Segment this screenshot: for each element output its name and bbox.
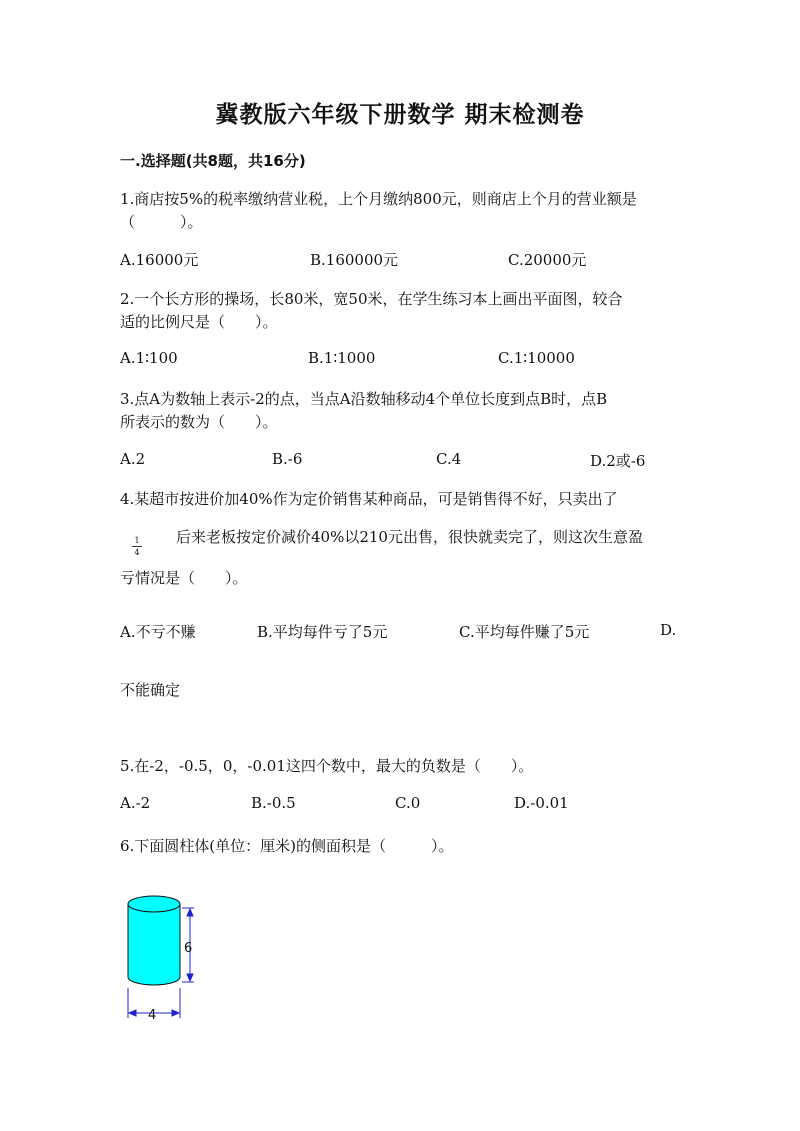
section-heading: 一.选择题(共8题，共16分) [120, 152, 306, 170]
fraction-denominator: 4 [134, 548, 140, 557]
question-3-option-c: C.4 [436, 450, 462, 468]
question-4-option-c: C.平均每件赚了5元 [459, 623, 590, 641]
question-3-line-2: 所表示的数为（ ）。 [120, 413, 278, 431]
question-4-option-b: B.平均每件亏了5元 [257, 623, 388, 641]
question-2-option-b: B.1∶1000 [308, 349, 376, 367]
page-title: 冀教版六年级下册数学 期末检测卷 [215, 102, 585, 128]
question-1-option-a: A.16000元 [120, 251, 199, 269]
question-4-line-2: 后来老板按定价减价40%以210元出售，很快就卖完了，则这次生意盈 [176, 528, 643, 546]
question-5-option-c: C.0 [395, 794, 421, 812]
fraction-numerator: 1 [134, 536, 140, 545]
height-label: 6 [184, 941, 193, 956]
question-1-line-2: （ ）。 [120, 213, 203, 231]
diameter-label: 4 [148, 1008, 157, 1023]
question-2-option-c: C.1∶10000 [498, 349, 575, 367]
question-4-line-1: 4.某超市按进价加40%作为定价销售某种商品，可是销售得不好，只卖出了 [120, 490, 618, 508]
question-3-option-d: D.2或-6 [590, 452, 646, 470]
cylinder-figure [118, 880, 218, 1030]
cylinder-top [128, 896, 180, 912]
question-3-option-b: B.-6 [272, 450, 303, 468]
question-1-option-b: B.160000元 [310, 251, 399, 269]
question-1-option-c: C.20000元 [508, 251, 587, 269]
question-4-option-d: D. [660, 621, 677, 639]
fraction-bar [132, 546, 142, 547]
question-1-line-1: 1.商店按5%的税率缴纳营业税，上个月缴纳800元，则商店上个月的营业额是 [120, 190, 637, 208]
question-4-option-a: A.不亏不赚 [120, 623, 196, 641]
question-2-line-1: 2.一个长方形的操场，长80米，宽50米，在学生练习本上画出平面图，较合 [120, 290, 623, 308]
question-5-option-d: D.-0.01 [514, 794, 569, 812]
question-6-line-1: 6.下面圆柱体(单位：厘米)的侧面积是（ ）。 [120, 837, 454, 855]
question-4-line-3: 亏情况是（ ）。 [120, 569, 248, 587]
question-5-option-a: A.-2 [120, 794, 151, 812]
question-2-option-a: A.1∶100 [120, 349, 178, 367]
question-3-option-a: A.2 [120, 450, 146, 468]
question-3-line-1: 3.点A为数轴上表示-2的点，当点A沿数轴移动4个单位长度到点B时，点B [120, 390, 608, 408]
question-2-line-2: 适的比例尺是（ ）。 [120, 313, 278, 331]
cylinder-body [128, 904, 180, 985]
cylinder-diagram [118, 880, 218, 1030]
question-4-fraction [132, 536, 142, 557]
question-4-option-d-continued: 不能确定 [120, 681, 181, 699]
question-5-option-b: B.-0.5 [251, 794, 296, 812]
question-5-line-1: 5.在-2，-0.5，0，-0.01这四个数中，最大的负数是（ ）。 [120, 757, 534, 775]
